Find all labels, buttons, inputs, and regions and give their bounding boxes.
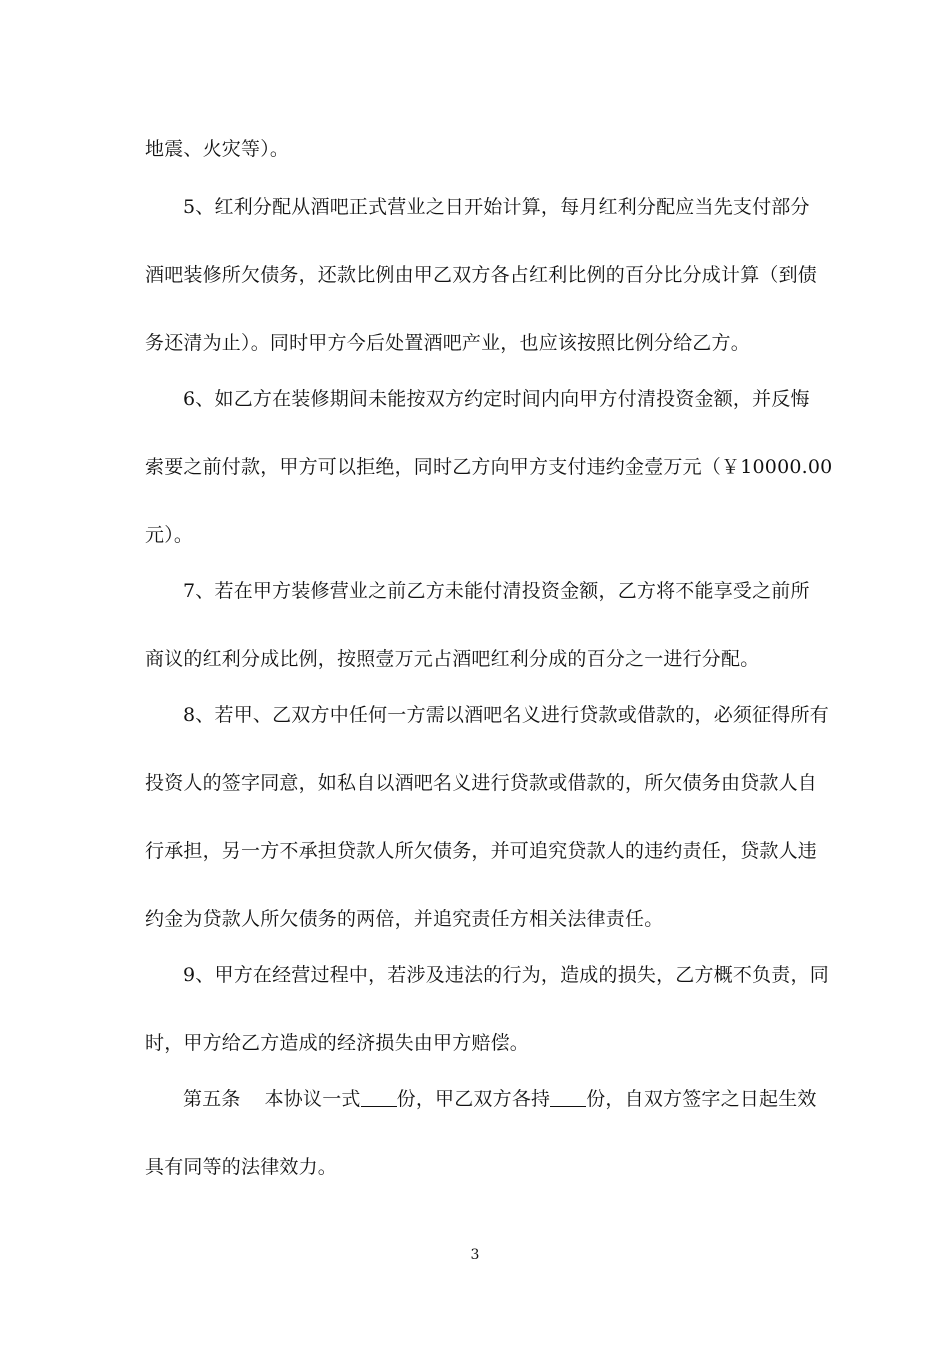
clause-8-line-1: 8、若甲、乙双方中任何一方需以酒吧名义进行贷款或借款的，必须征得所有 (183, 704, 829, 726)
article-5-line-2: 具有同等的法律效力。 (145, 1156, 338, 1178)
copies-blank (361, 1088, 397, 1107)
clause-8-line-2: 投资人的签字同意，如私自以酒吧名义进行贷款或借款的，所欠债务由贷款人自 (145, 772, 818, 794)
clause-5-line-1: 5、红利分配从酒吧正式营业之日开始计算，每月红利分配应当先支付部分 (183, 196, 810, 218)
clause-9-line-2: 时，甲方给乙方造成的经济损失由甲方赔偿。 (145, 1032, 530, 1054)
clause-5-line-2: 酒吧装修所欠债务，还款比例由甲乙双方各占红利比例的百分比分成计算（到债 (145, 264, 818, 286)
clause-6-line-3: 元）。 (145, 524, 194, 546)
page-number: 3 (470, 1247, 480, 1263)
clause-6-line-2: 索要之前付款，甲方可以拒绝，同时乙方向甲方支付违约金壹万元（￥10000.00 (145, 456, 833, 478)
article-5-text-2: 份，甲乙双方各持 (396, 1088, 551, 1110)
clause-8-line-3: 行承担，另一方不承担贷款人所欠债务，并可追究贷款人的违约责任，贷款人违 (145, 840, 818, 862)
copies-each-blank (550, 1088, 586, 1107)
article-5-text-3: 份，自双方签字之日起生效 (586, 1088, 817, 1110)
article-5-line-1 (183, 1086, 817, 1112)
clause-5-line-3: 务还清为止）。同时甲方今后处置酒吧产业，也应该按照比例分给乙方。 (145, 332, 750, 354)
clause-7-line-1: 7、若在甲方装修营业之前乙方未能付清投资金额，乙方将不能享受之前所 (183, 580, 810, 602)
clause-6-line-1: 6、如乙方在装修期间未能按双方约定时间内向甲方付清投资金额，并反悔 (183, 388, 810, 410)
clause-7-line-2: 商议的红利分成比例，按照壹万元占酒吧红利分成的百分之一进行分配。 (145, 648, 760, 670)
article-5-heading: 第五条 (183, 1088, 241, 1110)
clause-8-line-4: 约金为贷款人所欠债务的两倍，并追究责任方相关法律责任。 (145, 908, 664, 930)
clause-9-line-1: 9、甲方在经营过程中，若涉及违法的行为，造成的损失，乙方概不负责，同 (183, 964, 829, 986)
paragraph-line: 地震、火灾等）。 (145, 138, 290, 160)
article-5-text-1: 本协议一式 (264, 1088, 361, 1110)
